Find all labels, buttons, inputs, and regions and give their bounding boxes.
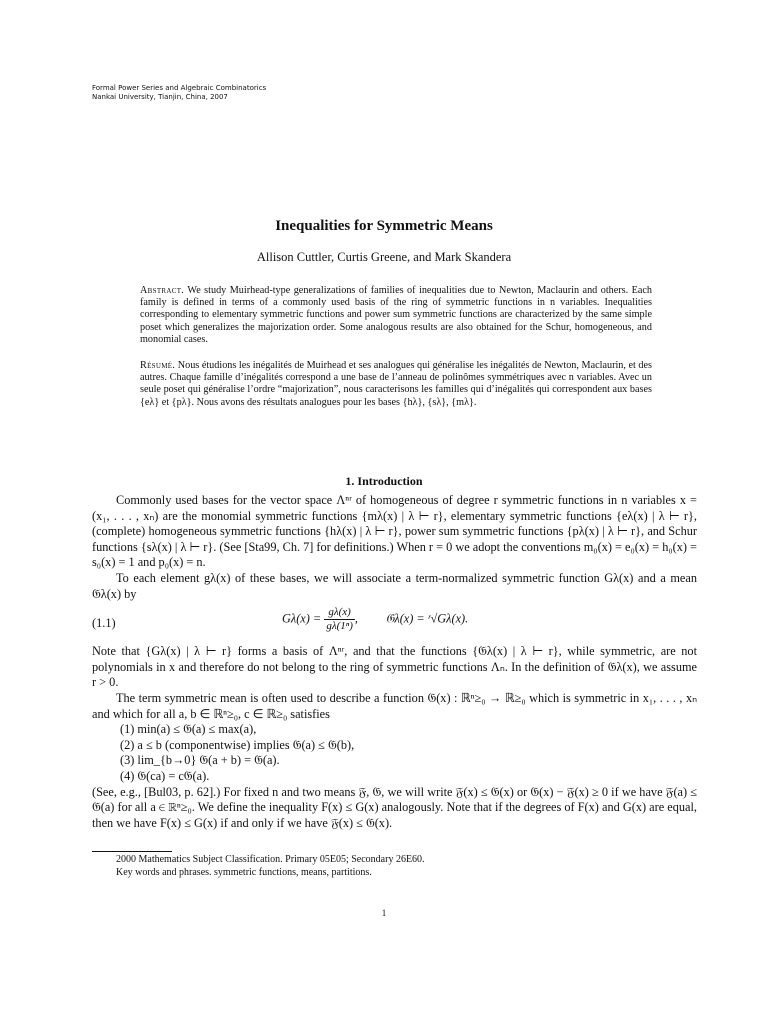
abstract-block — [140, 285, 652, 346]
footnote-rule — [92, 851, 172, 852]
resume-label: Résumé. — [140, 360, 176, 371]
footnote-msc: 2000 Mathematics Subject Classification. Primary 05E05; Secondary 26E60. — [116, 854, 425, 865]
fraction-denominator: gλ(1ⁿ) — [326, 620, 353, 633]
paragraph-symmetric-mean: The term symmetric mean is often used to describe a function 𝔊(x) : ℝⁿ≥₀ → ℝ≥₀ which is symmetric in x₁, . . . , xₙ and which for all a, b ∈ ℝⁿ≥₀, c ∈ ℝ≥₀ satisfies — [92, 690, 697, 721]
page-number: 1 — [381, 908, 387, 918]
paragraph-inequality-def: (See, e.g., [Bul03, p. 62].) For fixed n and two means 𝔉, 𝔊, we will write 𝔉(x) ≤ 𝔊(x) or 𝔊(x) − 𝔉(x) ≥ 0 if we have 𝔉(a) ≤ 𝔊(a) for all a ∈ ℝⁿ≥₀. We define the inequality F(x) ≤ G(x) analogously. Note that if the degrees of F(x) and G(x) are equal, then we have F(x) ≤ G(x) if and only if we have 𝔉(x) ≤ 𝔊(x). — [92, 784, 697, 830]
fraction-numerator: gλ(x) — [324, 606, 355, 620]
condition-item: (2) a ≤ b (componentwise) implies 𝔊(a) ≤ 𝔊(b), — [120, 737, 355, 752]
conference-location: Nankai University, Tianjin, China, 2007 — [92, 93, 228, 101]
footnotes — [116, 853, 696, 879]
equation-1-1 — [92, 606, 697, 640]
equation-lhs: Gλ(x) = — [282, 611, 322, 626]
equation-fraction — [324, 606, 355, 633]
conference-name: Formal Power Series and Algebraic Combinatorics — [92, 84, 267, 92]
equation-content — [282, 606, 468, 633]
paragraph-basis-note: Note that {Gλ(x) | λ ⊢ r} forms a basis of Λⁿʳ, and that the functions {𝔊λ(x) | λ ⊢ r}, while symmetric, are not polynomials in x and therefore do not belong to the ring of symmetric functions Λₙ. In the definition of 𝔊λ(x), we assume r > 0. — [92, 644, 697, 690]
paper-title: Inequalities for Symmetric Means — [275, 218, 493, 234]
footnote-keywords: Key words and phrases. symmetric functions, means, partitions. — [116, 867, 372, 878]
conditions-list — [120, 722, 697, 784]
resume-text: Nous étudions les inégalités de Muirhead et ses analogues qui généralise les inégalités de Newton, Maclaurin, et des autres. Chaque famille d’inégalités correspond a une base de l’anneau de polinômes symmétriques avec n variables. Avec un seule poset qui généralise l’ordre “majorization”, nous caracterisons les familles qui d’inégalités qui correspondent aux bases {eλ} et {pλ}. Nous avons des résultats analogues pour les bases {hλ}, {sλ}, {mλ}. — [140, 360, 653, 408]
abstract-label: Abstract. — [140, 285, 185, 296]
abstract-text: We study Muirhead-type generalizations of families of inequalities due to Newton, Maclaurin and others. Each family is defined in terms of a commonly used basis of the ring of symmetric functions in n variables. Inequalities corresponding to elementary symmetric functions and power sum symmetric functions are characterized by the same simple poset which generalizes the majorization order. Some analogous results are also obtained for the Schur, homogeneous, and monomial cases. — [140, 285, 652, 345]
equation-rhs: 𝔊λ(x) = ʳ√Gλ(x). — [385, 611, 469, 626]
resume-block — [140, 360, 652, 409]
section-body — [92, 493, 697, 831]
condition-item: (4) 𝔊(ca) = c𝔊(a). — [120, 768, 210, 783]
equation-comma: , — [354, 611, 358, 626]
paragraph-bases: Commonly used bases for the vector space Λⁿʳ of homogeneous of degree r symmetric functions in n variables x = (x₁, . . . , xₙ) are the monomial symmetric functions {mλ(x) | λ ⊢ r}, elementary symmetric functions {eλ(x) | λ ⊢ r}, (complete) homogeneous symmetric functions {hλ(x) | λ ⊢ r}, power sum symmetric functions {pλ(x) | λ ⊢ r}, and Schur functions {sλ(x) | λ ⊢ r}. (See [Sta99, Ch. 7] for definitions.) When r = 0 we adopt the conventions m₀(x) = e₀(x) = h₀(x) = s₀(x) = 1 and p₀(x) = n. — [92, 493, 697, 570]
equation-number: (1.1) — [92, 616, 116, 631]
section-heading: 1. Introduction — [345, 474, 423, 488]
paragraph-normalized: To each element gλ(x) of these bases, we will associate a term-normalized symmetric function Gλ(x) and a mean 𝔊λ(x) by — [92, 570, 697, 601]
paper-authors: Allison Cuttler, Curtis Greene, and Mark Skandera — [256, 250, 512, 264]
condition-item: (3) lim_{b→0} 𝔊(a + b) = 𝔊(a). — [120, 753, 280, 768]
conference-header — [92, 84, 266, 102]
condition-item: (1) min(a) ≤ 𝔊(a) ≤ max(a), — [120, 722, 257, 737]
